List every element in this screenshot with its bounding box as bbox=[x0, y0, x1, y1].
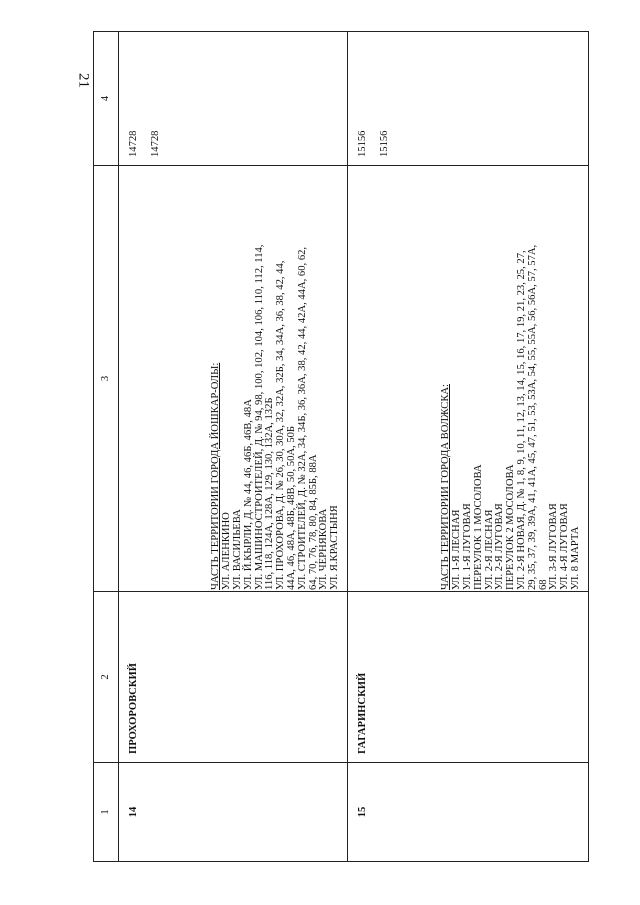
address-line: УЛ. ЧЕРНЯКОВА bbox=[318, 508, 330, 590]
population-value: 15156 bbox=[378, 130, 390, 157]
header-col-2: 2 bbox=[94, 592, 119, 763]
area-title: ЧАСТЬ ТЕРРИТОРИИ ГОРОДА ВОЛЖСКА: bbox=[440, 384, 452, 590]
area-title: ЧАСТЬ ТЕРРИТОРИИ ГОРОДА ЙОШКАР-ОЛЫ: bbox=[210, 362, 222, 590]
address-line: УЛ. МАШИНОСТРОИТЕЛЕЙ, Д. № 94, 98, 100, 102, 104, 106, 110, 112, 114, bbox=[253, 244, 265, 590]
district-number: 15 bbox=[347, 763, 588, 862]
address-line: УЛ. СТРОИТЕЛЕЙ, Д. № 32А, 34, 34Б, 36, 36А, 38, 42, 44, 42А, 44А, 60, 62, bbox=[296, 246, 308, 590]
address-line: УЛ. Й.КЫРЛИ, Д. № 44, 46, 46Б, 46В, 48А bbox=[242, 399, 254, 590]
table-row bbox=[347, 32, 588, 862]
address-block bbox=[119, 168, 341, 590]
address-line: УЛ. 3-Я ЛУГОВАЯ bbox=[548, 503, 560, 590]
population-value: 15156 bbox=[356, 130, 368, 157]
population-value: 14728 bbox=[149, 130, 161, 157]
district-number: 14 bbox=[119, 763, 348, 862]
table-row bbox=[119, 32, 348, 862]
population-cell bbox=[347, 32, 588, 166]
page-number: 21 bbox=[75, 73, 92, 88]
address-line: УЛ. 4-Я ЛУГОВАЯ bbox=[559, 503, 571, 590]
address-block bbox=[348, 168, 582, 590]
address-line: УЛ. 8 МАРТА bbox=[570, 526, 582, 590]
district-name: ПРОХОРОВСКИЙ bbox=[119, 592, 348, 763]
address-line: УЛ. 2-Я НОВАЯ, Д. № 1, 8, 9, 10, 11, 12, 13, 14, 15, 16, 17, 19, 21, 23, 25, 27, bbox=[516, 250, 528, 590]
address-line: УЛ. Я.КРАСТЫНЯ bbox=[329, 505, 341, 590]
address-line: 29, 35, 37, 39, 39А, 41, 41А, 45, 47, 51, 53, 53А, 54, 55, 55А, 56, 56А, 57, 57А, bbox=[526, 244, 538, 590]
address-cell bbox=[119, 166, 348, 592]
address-line: 68 bbox=[537, 579, 549, 590]
district-table bbox=[93, 31, 589, 862]
header-col-3: 3 bbox=[94, 166, 119, 592]
district-name: ГАГАРИНСКИЙ bbox=[347, 592, 588, 763]
address-line: УЛ. 2-Я ЛЕСНАЯ bbox=[483, 509, 495, 590]
population-cell bbox=[119, 32, 348, 166]
address-line: УЛ. ВАСИЛЬЕВА bbox=[232, 509, 244, 590]
rotated-table-container bbox=[93, 36, 589, 862]
address-line: 64, 70, 76, 78, 80, 84, 85Б, 88А bbox=[307, 454, 319, 590]
address-cell bbox=[347, 166, 588, 592]
header-col-1: 1 bbox=[94, 763, 119, 862]
address-line: 116, 118, 124А, 128А, 129, 130, 132А, 132Б bbox=[264, 397, 276, 590]
address-line: УЛ. ПРОХОРОВА, Д. № 26, 30, 30А, 32, 32А, 32Б, 34, 34А, 36, 38, 42, 44, bbox=[275, 260, 287, 590]
address-line: УЛ. 2-Я ЛУГОВАЯ bbox=[494, 503, 506, 590]
table-header-row bbox=[94, 32, 119, 862]
address-line: 44А, 46, 48А, 48Б, 48В, 50, 50А, 50Б bbox=[286, 425, 298, 590]
address-line: УЛ. АЛЕНКИНО bbox=[221, 512, 233, 590]
address-line: ПЕРЕУЛОК 1 МОСОЛОВА bbox=[472, 464, 484, 590]
population-value: 14728 bbox=[128, 130, 139, 157]
address-line: УЛ. 1-Я ЛЕСНАЯ bbox=[451, 509, 463, 590]
header-col-4: 4 bbox=[94, 32, 119, 166]
address-line: ПЕРЕУЛОК 2 МОСОЛОВА bbox=[505, 464, 517, 590]
address-line: УЛ. 1-Я ЛУГОВАЯ bbox=[462, 503, 474, 590]
